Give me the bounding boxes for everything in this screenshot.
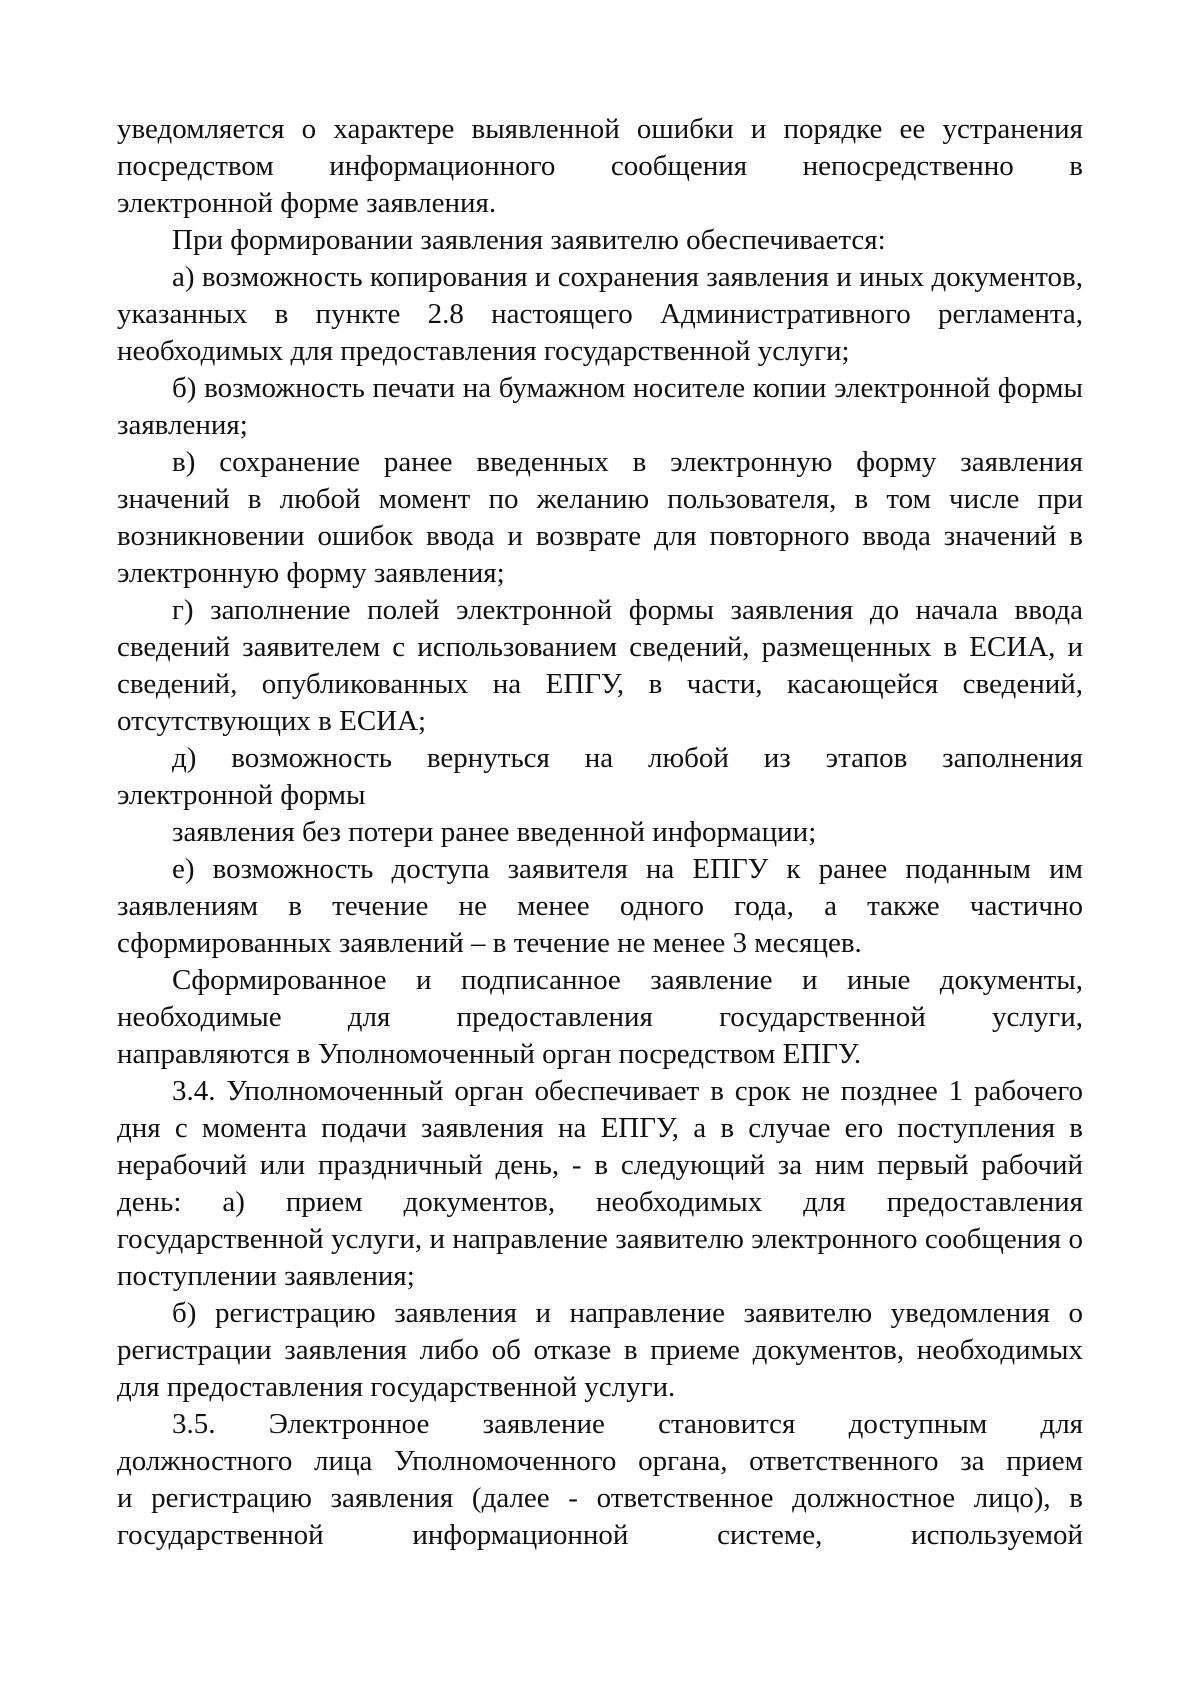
paragraph-section-3-4: 3.4. Уполномоченный орган обеспечивает в срок не позднее 1 рабочего дня с момента подачи заявления на ЕПГУ, а в случае его поступления в нерабочий или праздничный день, - в следующий за ним первый рабочий день: а) прием документов, необходимых для предоставления государственной услуги, и направление заявителю электронного сообщения о поступлении заявления;: [117, 1075, 1083, 1292]
paragraph-item-d-continuation: заявления без потери ранее введенной информации;: [172, 816, 817, 848]
paragraph-item-g-autofill: г) заполнение полей электронной формы заявления до начала ввода сведений заявителем с использованием сведений, размещенных в ЕСИА, и сведений, опубликованных на ЕПГУ, в части, касающейся сведений, отсутствующих в ЕСИА;: [117, 594, 1083, 737]
text-line: Сформированное и подписанное заявление и иные документы,: [172, 964, 1083, 996]
text-line: д) возможность вернуться на любой из этапов заполнения: [172, 742, 1083, 774]
text-line: электронной формы: [117, 779, 366, 811]
paragraph-submission: [117, 962, 1083, 1073]
text-line: государственной информационной системе, используемой: [117, 1519, 1083, 1551]
text-line: уведомляется о характере выявленной ошибки и порядке ее устранения: [117, 113, 1083, 145]
text-line: необходимые для предоставления государственной услуги,: [117, 1001, 1083, 1033]
paragraph-item-b-print: б) возможность печати на бумажном носителе копии электронной формы заявления;: [117, 372, 1083, 441]
text-line: 3.5. Электронное заявление становится доступным для: [172, 1408, 1083, 1440]
paragraph-item-v-save-values: в) сохранение ранее введенных в электронную форму заявления значений в любой момент по желанию пользователя, в том числе при возникновении ошибок ввода и возврате для повторного ввода значений в электронную форму заявления;: [117, 446, 1083, 589]
text-line: посредством информационного сообщения непосредственно в: [117, 150, 1083, 182]
paragraph-section-3-5: [117, 1406, 1083, 1554]
text-line: и регистрацию заявления (далее - ответственное должностное лицо), в: [117, 1482, 1083, 1514]
paragraph-item-d-return-step: [117, 740, 1083, 814]
paragraph-item-e-access: е) возможность доступа заявителя на ЕПГУ к ранее поданным им заявлениям в течение не менее одного года, а также частично сформированных заявлений – в течение не менее 3 месяцев.: [117, 853, 1083, 959]
paragraph-item-b-registration: б) регистрацию заявления и направление заявителю уведомления о регистрации заявления либо об отказе в приеме документов, необходимых для предоставления государственной услуги.: [117, 1297, 1083, 1403]
paragraph-form-provisions-intro: При формировании заявления заявителю обеспечивается:: [172, 224, 886, 256]
text-line: должностного лица Уполномоченного органа, ответственного за прием: [117, 1445, 1083, 1477]
document-page: [117, 111, 1083, 1554]
text-line: направляются в Уполномоченный орган посредством ЕПГУ.: [117, 1038, 862, 1070]
paragraph-error-notice: [117, 111, 1083, 222]
text-line: электронной форме заявления.: [117, 187, 497, 219]
paragraph-item-a-copy-save: а) возможность копирования и сохранения заявления и иных документов, указанных в пункте 2.8 настоящего Административного регламента, необходимых для предоставления государственной услуги;: [117, 261, 1083, 367]
